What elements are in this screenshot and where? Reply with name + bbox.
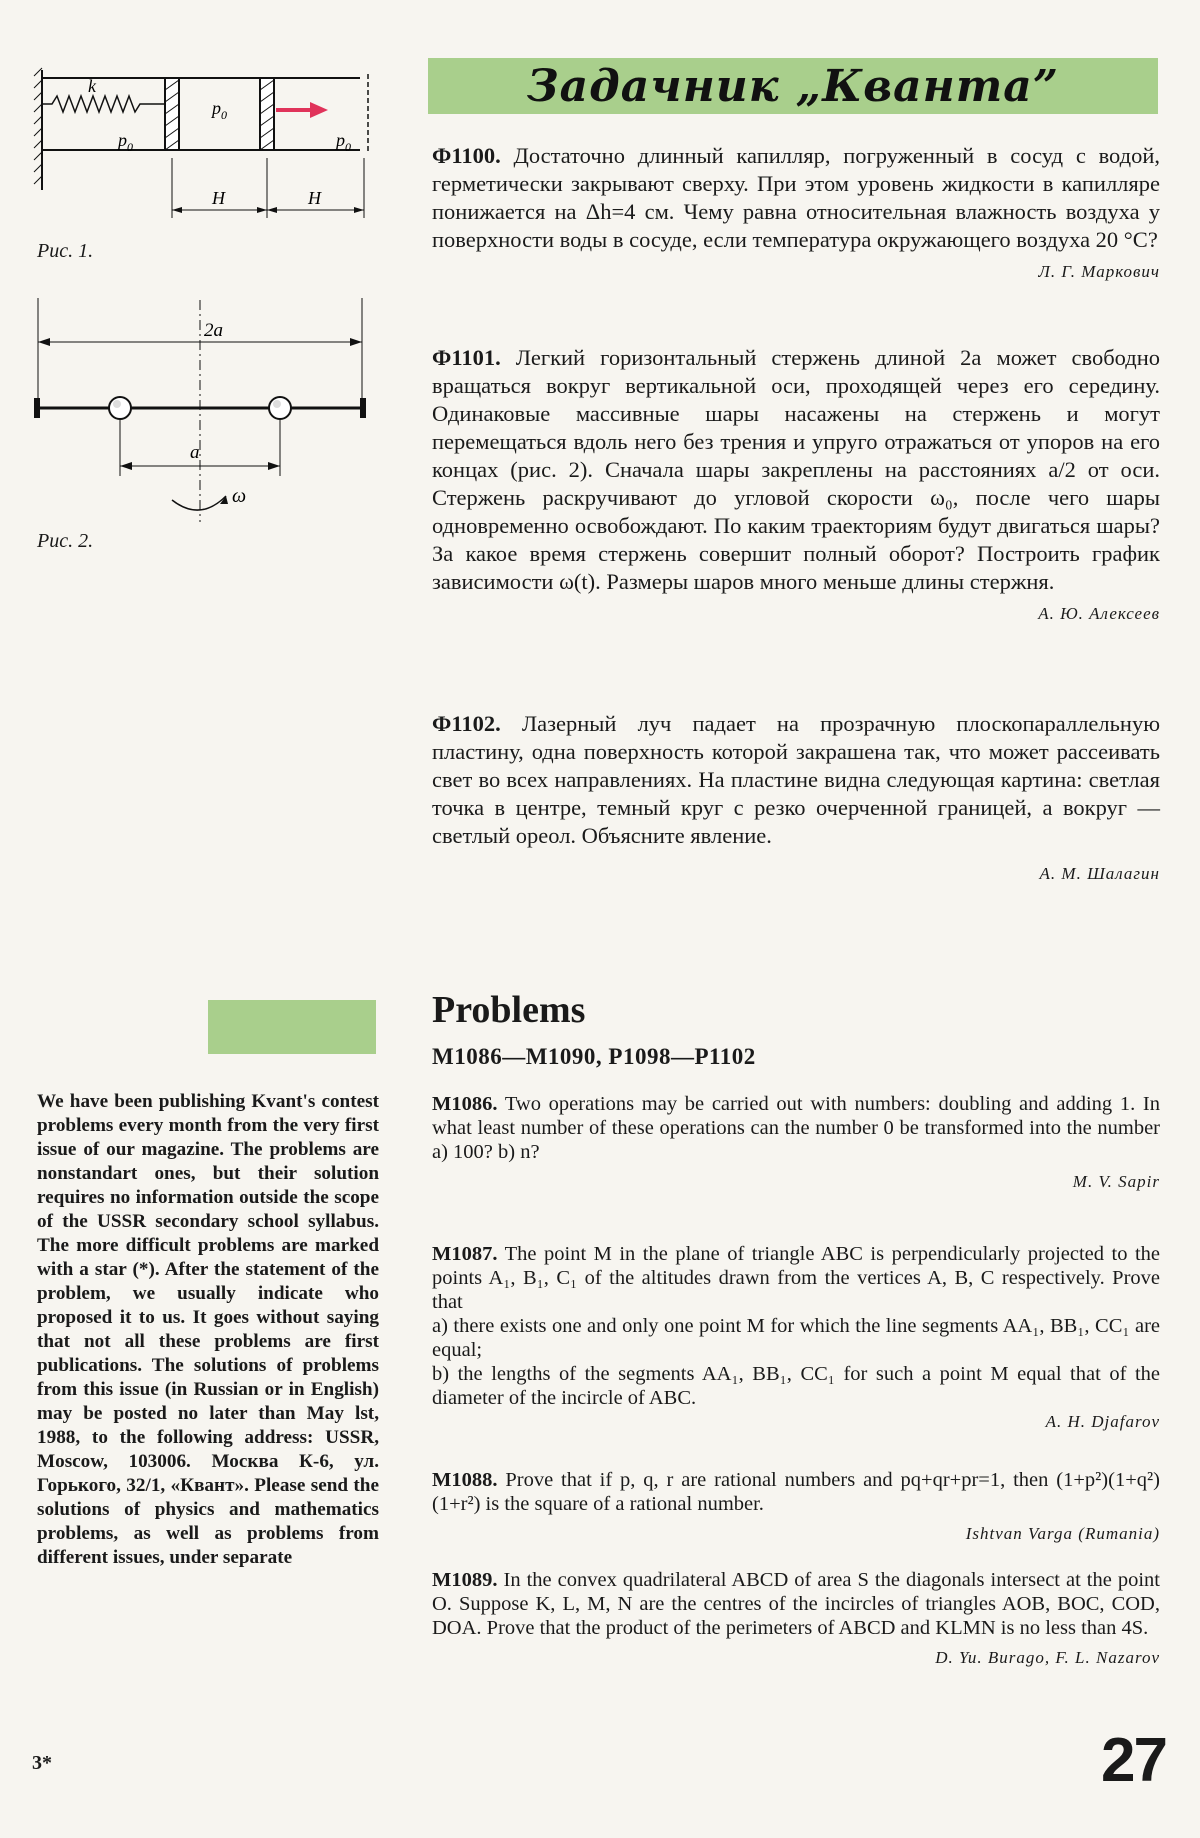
- fig1-p0-mid: $p_0$: [212, 98, 227, 122]
- fig2-2a: 2a: [204, 320, 223, 341]
- problem-text: The point M in the plane of triangle ABC is perpendicularly projected to the points A₁, B₁, C₁ of the altitudes drawn from the vertices A, B, C respectively. Prove that: [432, 1243, 1160, 1313]
- problem-text: Prove that if p, q, r are rational numbers and pq+qr+pr=1, then (1+p²)(1+q²)(1+r²) is the square of a rational number.: [432, 1469, 1160, 1515]
- figure-1: [30, 62, 380, 232]
- fig1-h2: H: [308, 188, 321, 208]
- problem-author: А. М. Шалагин: [1039, 864, 1160, 883]
- problem-author: D. Yu. Burago, F. L. Nazarov: [935, 1648, 1160, 1667]
- problem-item: b) the lengths of the segments AA₁, BB₁, CC₁ for such a point M equal that of the diameter of the incircle of ABC.: [432, 1363, 1160, 1409]
- problem-code: M1089.: [432, 1569, 498, 1591]
- fig1-p0-right: $p_0$: [336, 130, 351, 154]
- problem-text: In the convex quadrilateral ABCD of area S the diagonals intersect at the point O. Suppose K, L, M, N are the centres of the incircles of triangles AOB, BOC, COD, DOA. Prove that the product of the perimeters of ABCD and KLMN is no less than 4S.: [432, 1569, 1160, 1639]
- arrow-icon: [310, 102, 328, 118]
- page-number: 27: [1101, 1726, 1166, 1795]
- problem-author: А. Ю. Алексеев: [1038, 604, 1160, 623]
- problem-text: Достаточно длинный капилляр, погруженный в сосуд с водой, герметически закрывают сверху. При этом уровень жидкости в капилляре понижается на Δh=4 см. Чему равна относительная влажность воздуха у поверхности воды в сосуде, если температура окружающего воздуха 20 °С?: [432, 143, 1160, 252]
- problem-code: Ф1102.: [432, 711, 501, 736]
- fig2-a: a: [190, 442, 200, 463]
- problems-title: Problems: [432, 989, 586, 1031]
- problem-author: M. V. Sapir: [1072, 1172, 1160, 1191]
- signature-mark: 3*: [32, 1752, 52, 1774]
- problem-code: M1087.: [432, 1243, 498, 1265]
- problem-code: M1086.: [432, 1093, 498, 1115]
- problem-author: Ishtvan Varga (Rumania): [965, 1524, 1160, 1543]
- ball-left: [109, 397, 131, 419]
- fig1-h1: H: [212, 188, 225, 208]
- ru-problem-f1102: [432, 710, 1160, 888]
- spring: [42, 96, 165, 112]
- banner-title: Задачник „Кванта”: [526, 60, 1060, 112]
- side-note: We have been publishing Kvant's contest problems every month from the very first issue of our magazine. The problems are nonstandart ones, but their solution requires no information outside the scope of the USSR secondary school syllabus. The more difficult problems are marked with a star (*). After the statement of the problem, we usually indicate who proposed it to us. It goes without saying that not all these problems are first publications. The solutions of problems from this issue (in Russian or in English) may be posted no later than May lst, 1988, to the following address: USSR, Moscow, 103006. Москва К-6, ул. Горького, 32/1, «Квант». Please send the solutions of physics and mathematics problems, as well as problems from different issues, under separate: [37, 1091, 379, 1568]
- en-problem-m1086: [432, 1092, 1160, 1194]
- fig1-caption: Рис. 1.: [37, 240, 94, 262]
- problem-item: a) there exists one and only one point M for which the line segments AA₁, BB₁, CC₁ are equal;: [432, 1315, 1160, 1361]
- fig2-omega: ω: [232, 485, 247, 507]
- problem-author: A. H. Djafarov: [1045, 1412, 1160, 1431]
- en-problem-m1087: [432, 1242, 1160, 1434]
- fig1-p0-left: $p_0$: [118, 130, 133, 154]
- fig2-caption: Рис. 2.: [37, 530, 94, 552]
- problem-code: M1088.: [432, 1469, 498, 1491]
- problem-text: Лазерный луч падает на прозрачную плоскопараллельную пластину, одна поверхность которой закрашена так, что может рассеивать свет во всех направлениях. На пластине видна следующая картина: светлая точка в центре, темный круг с резко очерченной границей, а вокруг — светлый ореол. Объясните явление.: [432, 711, 1161, 848]
- figure-2: [30, 290, 380, 530]
- en-problem-m1089: [432, 1568, 1160, 1670]
- fig1-k: k: [88, 76, 96, 96]
- decorative-green-box: [208, 1000, 376, 1054]
- ru-problem-f1101: [432, 344, 1160, 628]
- section-banner: [428, 58, 1158, 114]
- problems-range: M1086—M1090, P1098—P1102: [432, 1044, 756, 1069]
- problem-text: Two operations may be carried out with numbers: doubling and adding 1. In what least number of these operations can the number 0 be transformed into the number a) 100? b) n?: [432, 1093, 1161, 1163]
- ball-right: [269, 397, 291, 419]
- problem-author: Л. Г. Маркович: [1038, 262, 1160, 281]
- problem-code: Ф1100.: [432, 143, 501, 168]
- ru-problem-f1100: [432, 142, 1160, 286]
- problem-code: Ф1101.: [432, 345, 501, 370]
- en-problem-m1088: [432, 1468, 1160, 1546]
- problem-text: Легкий горизонтальный стержень длиной 2a может свободно вращаться вокруг вертикальной оси, проходящей через его середину. Одинаковые массивные шары насажены на стержень и могут перемещаться вдоль него без трения и упруго отражаться от упоров на его концах (рис. 2). Сначала шары закреплены на расстояниях a/2 от оси. Стержень раскручивают до угловой скорости ω₀, после чего шары одновременно освобождают. По каким траекториям будут двигаться шары? За какое время стержень совершит полный оборот? Построить график зависимости ω(t). Размеры шаров много меньше длины стержня.: [432, 345, 1160, 594]
